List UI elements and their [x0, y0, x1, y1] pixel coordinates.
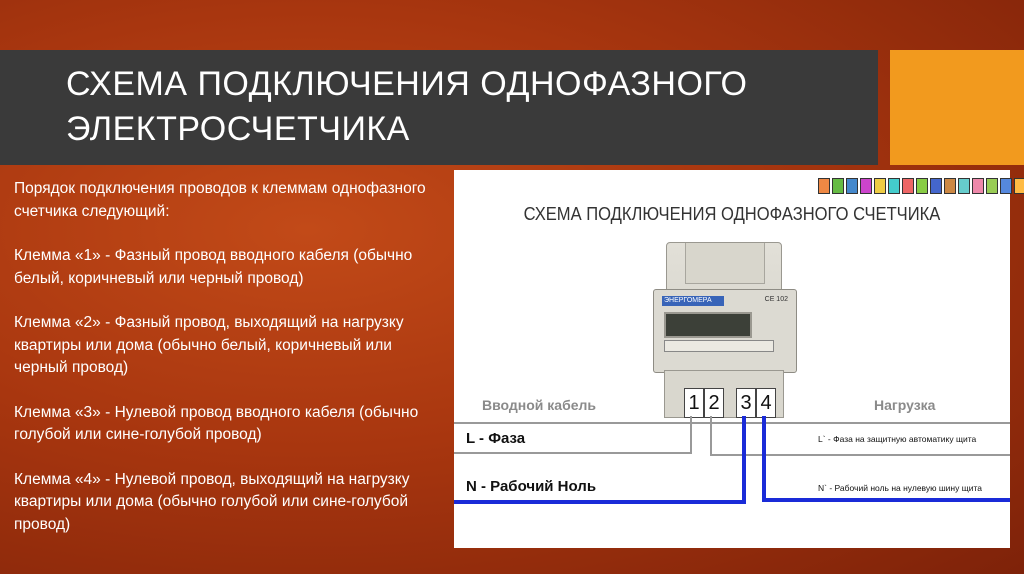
- slide-title-line2: ЭЛЕКТРОСЧЕТЧИКА: [66, 110, 410, 148]
- meter-display: [664, 312, 752, 338]
- terminal-4-paragraph: Клемма «4» - Нулевой провод, выходящий на нагрузку квартиры или дома (обычно голубой или сине-голубой провод): [14, 470, 410, 533]
- upper-guide-line: [454, 422, 1010, 424]
- load-label: Нагрузка: [874, 397, 936, 413]
- phase-wire-up-2: [710, 416, 712, 456]
- title-accent-block: [890, 50, 1024, 165]
- phase-wire-up-1: [690, 416, 692, 454]
- neutral-wire-up-3: [742, 416, 746, 504]
- body-text: [14, 178, 444, 558]
- terminal-3-paragraph: Клемма «3» - Нулевой провод вводного кабеля (обычно голубой или сине-голубой провод): [14, 403, 419, 443]
- phase-label: L - Фаза: [466, 430, 526, 447]
- terminal-1-paragraph: Клемма «1» - Фазный провод вводного кабеля (обычно белый, коричневый или черный провод): [14, 247, 413, 287]
- phase-wire-out: [710, 454, 1010, 456]
- terminal-3: 3: [736, 388, 756, 418]
- neutral-out-label: N` - Рабочий ноль на нулевую шину щита: [818, 483, 982, 493]
- phase-out-label: L` - Фаза на защитную автоматику щита: [818, 434, 977, 444]
- terminal-2-paragraph: Клемма «2» - Фазный провод, выходящий на нагрузку квартиры или дома (обычно белый, коричневый или черный провод): [14, 314, 404, 376]
- neutral-wire-up-4: [762, 416, 766, 502]
- neutral-wire-out: [762, 498, 1010, 502]
- terminal-4: 4: [756, 388, 776, 418]
- terminal-1: 1: [684, 388, 704, 418]
- meter-brand: ЭНЕРГОМЕРА: [662, 296, 724, 306]
- meter-face: [653, 289, 797, 373]
- terminal-2: 2: [704, 388, 724, 418]
- site-logo: [818, 178, 1024, 194]
- neutral-wire-in: [454, 500, 744, 504]
- diagram-title: СХЕМА ПОДКЛЮЧЕНИЯ ОДНОФАЗНОГО СЧЕТЧИКА: [523, 204, 941, 224]
- meter-top: [685, 243, 765, 284]
- slide-title-line1: СХЕМА ПОДКЛЮЧЕНИЯ ОДНОФАЗНОГО: [66, 65, 748, 103]
- neutral-label: N - Рабочий Ноль: [466, 478, 597, 495]
- meter-model: CE 102: [764, 296, 788, 303]
- meter-specs-label: [664, 340, 774, 352]
- intro-paragraph: Порядок подключения проводов к клеммам однофазного счетчика следующий:: [14, 180, 426, 220]
- phase-wire-in: [454, 452, 690, 454]
- input-cable-label: Вводной кабель: [482, 397, 597, 413]
- slide-title: [66, 62, 866, 152]
- wiring-diagram: [454, 170, 1010, 548]
